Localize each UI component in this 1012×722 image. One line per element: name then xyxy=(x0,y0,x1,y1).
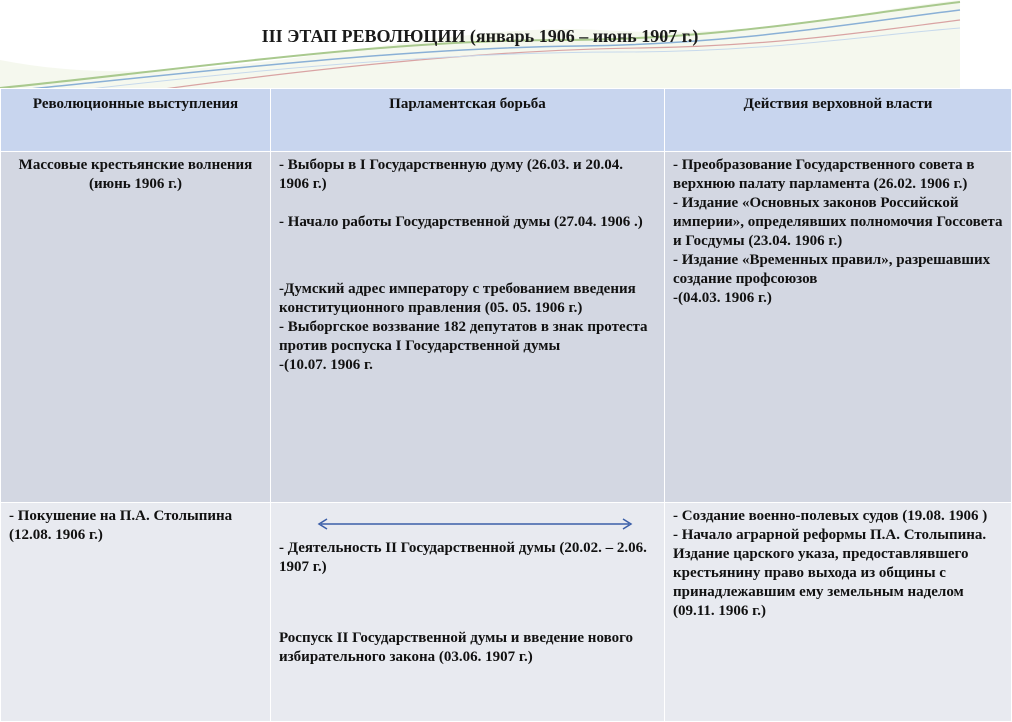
cell-parliamentary-events-1907 xyxy=(271,503,665,722)
table-row xyxy=(1,152,1012,503)
cell-peasant-unrest: Массовые крестьянские волнения (июнь 1906 г.) xyxy=(1,152,271,503)
cell-stolypin-assassination-attempt: - Покушение на П.А. Столыпина (12.08. 1906 г.) xyxy=(1,503,271,722)
event-text: -Думский адрес императору с требованием введения конституционного правления (05. 05. 1906 г.) xyxy=(279,281,636,316)
event-text: - Преобразование Государственного совета в верхнюю палату парламента (26.02. 1906 г.) xyxy=(673,157,975,192)
revolution-stage-table xyxy=(0,88,1012,722)
event-text: - Деятельность II Государственной думы (20.02. – 2.06. 1907 г.) xyxy=(279,540,647,575)
header-parliamentary-struggle: Парламентская борьба xyxy=(271,89,665,152)
header-supreme-power-actions: Действия верховной власти xyxy=(665,89,1012,152)
event-text: - Начало аграрной реформы П.А. Столыпина. Издание царского указа, предоставлявшего крестьянину право выхода из общины с принадлежавшим ему земельным наделом (09.11. 1906 г.) xyxy=(673,527,987,619)
event-text: - Создание военно-полевых судов (19.08. 1906 ) xyxy=(673,508,988,524)
event-text: -(10.07. 1906 г. xyxy=(279,357,373,373)
event-text: - Выборы в I Государственную думу (26.03. и 20.04. 1906 г.) xyxy=(279,157,623,192)
double-arrow-icon xyxy=(315,517,635,531)
cell-supreme-power-1906-1907 xyxy=(665,503,1012,722)
event-text: - Издание «Временных правил», разрешавших создание профсоюзов xyxy=(673,252,991,287)
cell-parliamentary-events-1906 xyxy=(271,152,665,503)
event-text: -(04.03. 1906 г.) xyxy=(673,290,772,306)
table-header-row xyxy=(1,89,1012,152)
event-text: - Выборгское воззвание 182 депутатов в знак протеста против роспуска I Государственной думы xyxy=(279,319,648,354)
event-text: Роспуск II Государственной думы и введение нового избирательного закона (03.06. 1907 г.) xyxy=(279,630,634,665)
header-revolutionary-actions: Революционные выступления xyxy=(1,89,271,152)
table-row xyxy=(1,503,1012,722)
event-text: - Начало работы Государственной думы (27.04. 1906 .) xyxy=(279,214,643,230)
decorative-swoosh xyxy=(0,0,960,95)
event-text: - Издание «Основных законов Российской империи», определявших полномочия Госсовета и Госдумы (23.04. 1906 г.) xyxy=(673,195,1003,249)
cell-supreme-power-1906 xyxy=(665,152,1012,503)
slide-title: III ЭТАП РЕВОЛЮЦИИ (январь 1906 – июнь 1907 г.) xyxy=(261,26,699,46)
